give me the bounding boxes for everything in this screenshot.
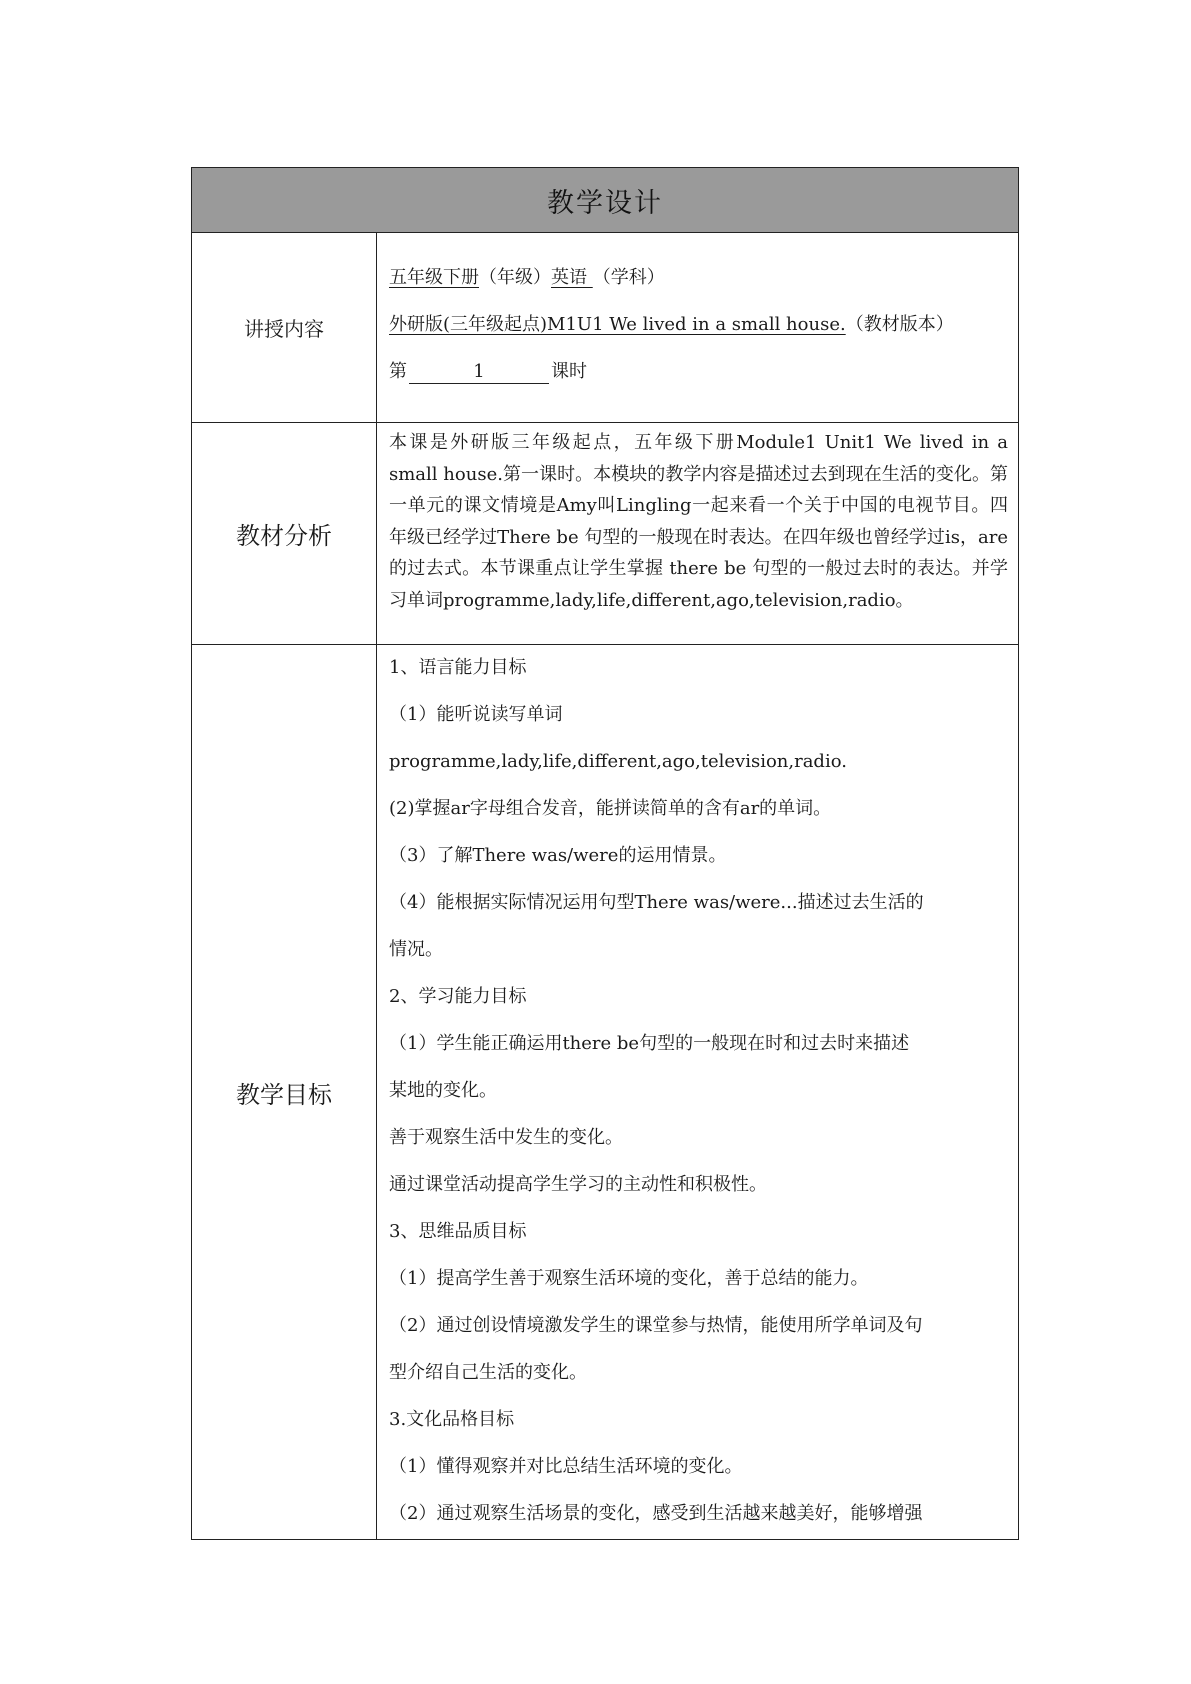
- objective-line: 3.文化品格目标: [389, 1409, 515, 1430]
- objective-line: 情况。: [389, 939, 443, 960]
- objective-line: 某地的变化。: [389, 1080, 497, 1101]
- row-teaching-content: [192, 233, 1018, 423]
- objective-line: 型介绍自己生活的变化。: [389, 1362, 587, 1383]
- textbook-value: 外研版(三年级起点)M1U1 We lived in a small house.: [389, 314, 846, 335]
- objective-line: 通过课堂活动提高学生学习的主动性和积极性。: [389, 1174, 767, 1195]
- row-textbook-analysis: [192, 423, 1018, 645]
- grade-value: 五年级下册: [389, 267, 479, 288]
- row-label-teaching-objectives: 教学目标: [192, 645, 377, 1539]
- textbook-suffix: （教材版本）: [845, 314, 954, 335]
- objective-line: （1）提高学生善于观察生活环境的变化，善于总结的能力。: [389, 1268, 869, 1289]
- objective-line: （2）通过观察生活场景的变化，感受到生活越来越美好，能够增强: [389, 1503, 923, 1524]
- textbook-analysis-cell: [377, 423, 1018, 644]
- objective-line: （4）能根据实际情况运用句型There was/were...描述过去生活的: [389, 892, 924, 913]
- objective-line: 1、语言能力目标: [389, 657, 527, 678]
- grade-suffix: （年级）: [479, 267, 551, 288]
- objective-line: （2）通过创设情境激发学生的课堂参与热情，能使用所学单词及句: [389, 1315, 923, 1336]
- lesson-plan-table: [191, 167, 1019, 1540]
- objective-line: （1）懂得观察并对比总结生活环境的变化。: [389, 1456, 743, 1477]
- teaching-content-cell: [377, 233, 1018, 422]
- lesson-prefix: 第: [389, 361, 407, 382]
- objective-line: 3、思维品质目标: [389, 1221, 527, 1242]
- subject-suffix: （学科）: [592, 267, 665, 288]
- analysis-text: 本课是外研版三年级起点，五年级下册Module1 Unit1 We lived in a small house.第一课时。本模块的教学内容是描述过去到现在生活的变化。第一单元的课文情境是Amy叫Lingling一起来看一个关于中国的电视节目。四年级已经学过There be 句型的一般现在时表达。在四年级也曾经学过is，are的过去式。本节课重点让学生掌握 there be 句型的一般过去时的表达。并学习单词programme,lady,life,different,ago,television,radio。: [389, 432, 1008, 611]
- objective-line: 善于观察生活中发生的变化。: [389, 1127, 623, 1148]
- grade-subject-line: [389, 263, 1008, 310]
- table-title: 教学设计: [192, 168, 1018, 233]
- lesson-line: [389, 357, 1008, 404]
- objective-line: programme,lady,life,different,ago,television,radio.: [389, 751, 847, 772]
- objective-line: 2、学习能力目标: [389, 986, 527, 1007]
- objective-line: (2)掌握ar字母组合发音，能拼读简单的含有ar的单词。: [389, 798, 832, 819]
- lesson-suffix: 课时: [551, 361, 587, 382]
- subject-value: 英语: [551, 267, 587, 288]
- objective-line: （1）学生能正确运用there be句型的一般现在时和过去时来描述: [389, 1033, 910, 1054]
- objective-line: （1）能听说读写单词: [389, 704, 563, 725]
- textbook-line: [389, 310, 1008, 357]
- objective-line: （3）了解There was/were的运用情景。: [389, 845, 727, 866]
- row-teaching-objectives: [192, 645, 1018, 1539]
- row-label-teaching-content: 讲授内容: [192, 233, 377, 422]
- lesson-number: 1: [409, 361, 549, 384]
- teaching-objectives-cell: [377, 645, 1018, 1539]
- row-label-textbook-analysis: 教材分析: [192, 423, 377, 644]
